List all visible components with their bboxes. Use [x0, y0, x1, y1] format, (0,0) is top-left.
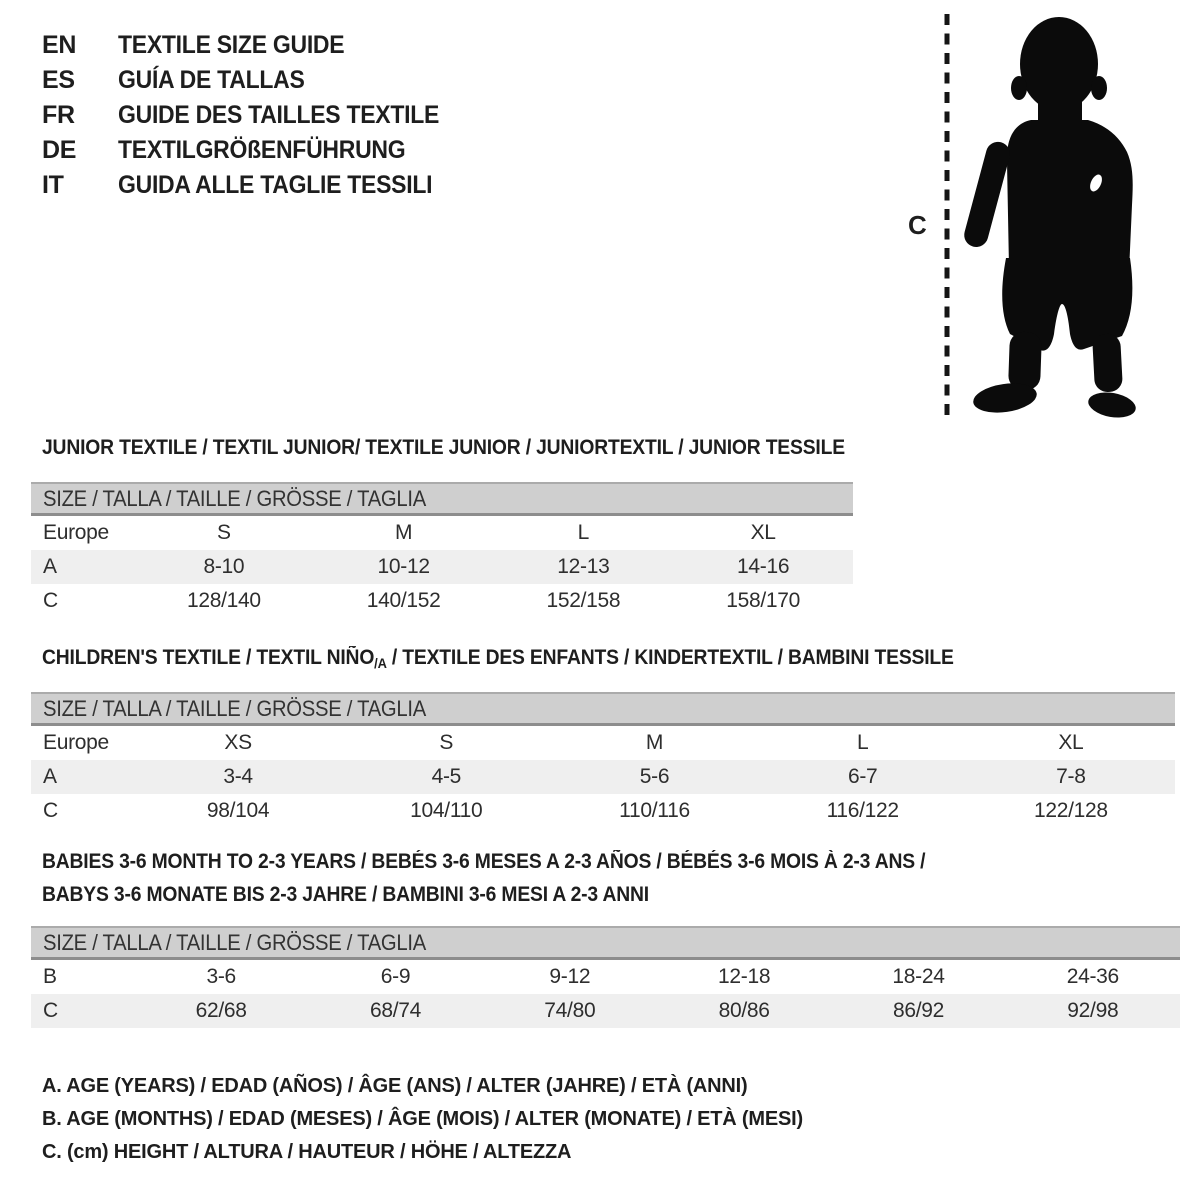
cell: 6-7	[847, 765, 878, 788]
lang-code-es: ES	[42, 66, 75, 94]
table-row	[31, 516, 853, 550]
cell: 74/80	[544, 999, 596, 1022]
children-size-header-text: SIZE / TALLA / TAILLE / GRÖSSE / TAGLIA	[43, 695, 426, 721]
row-label: C	[43, 589, 58, 612]
junior-section-title-text: JUNIOR TEXTILE / TEXTIL JUNIOR/ TEXTILE JUNIOR / JUNIORTEXTIL / JUNIOR TESSILE	[42, 436, 845, 459]
table-row	[31, 960, 1180, 994]
cell: 122/128	[1033, 799, 1108, 822]
table-row	[31, 794, 1175, 828]
baby-silhouette-icon	[962, 17, 1138, 421]
cell: 6-9	[380, 965, 411, 988]
cell: 12-13	[557, 555, 610, 578]
babies-size-table	[31, 926, 1180, 1028]
cell: M	[395, 521, 413, 544]
children-size-table	[31, 692, 1175, 828]
cell: 80/86	[718, 999, 770, 1022]
table-row	[31, 726, 1175, 760]
children-title-part2: / TEXTILE DES ENFANTS / KINDERTEXTIL / BAMBINI TESSILE	[386, 646, 954, 669]
junior-size-table	[31, 482, 853, 618]
lang-code-it: IT	[42, 171, 64, 199]
table-row	[31, 994, 1180, 1028]
cell: 116/122	[826, 799, 899, 822]
cell: XL	[1058, 731, 1084, 754]
cell: XL	[750, 521, 776, 544]
row-label: C	[43, 799, 58, 822]
junior-size-header-bar	[31, 482, 853, 516]
lang-title-es: GUÍA DE TALLAS	[118, 66, 305, 94]
children-section-title	[42, 641, 1033, 680]
row-label: A	[43, 555, 57, 578]
cell: 62/68	[195, 999, 247, 1022]
junior-size-header-text: SIZE / TALLA / TAILLE / GRÖSSE / TAGLIA	[43, 485, 426, 511]
babies-size-header-text: SIZE / TALLA / TAILLE / GRÖSSE / TAGLIA	[43, 929, 426, 955]
row-label: B	[43, 965, 57, 988]
legend-line-b: B. AGE (MONTHS) / EDAD (MESES) / ÂGE (MOIS) / ALTER (MONATE) / ETÀ (MESI)	[42, 1108, 803, 1130]
cell: L	[857, 731, 869, 754]
babies-title-line2: BABYS 3-6 MONATE BIS 2-3 JAHRE / BAMBINI 3-6 MESI A 2-3 ANNI	[42, 883, 649, 906]
cell: 158/170	[726, 589, 801, 612]
babies-section-title	[42, 845, 1002, 911]
children-title-part1: CHILDREN'S TEXTILE / TEXTIL NIÑO	[42, 646, 375, 669]
cell: 152/158	[546, 589, 621, 612]
cell: 92/98	[1067, 999, 1119, 1022]
cell: XS	[224, 731, 252, 754]
cell: 9-12	[549, 965, 591, 988]
legend-block	[42, 1070, 803, 1169]
cell: L	[577, 521, 590, 544]
cell: 8-10	[203, 555, 245, 578]
cell: 12-18	[718, 965, 771, 988]
cell: 98/104	[206, 799, 270, 822]
cell: S	[439, 731, 454, 754]
children-title-subscript: /A	[374, 655, 387, 671]
junior-section-title	[42, 431, 915, 464]
cell: 18-24	[892, 965, 945, 988]
legend-line-c: C. (cm) HEIGHT / ALTURA / HAUTEUR / HÖHE / ALTEZZA	[42, 1141, 572, 1163]
lang-row-es	[42, 63, 467, 98]
table-row	[31, 584, 853, 618]
lang-row-fr	[42, 98, 467, 133]
cell: 24-36	[1066, 965, 1119, 988]
cell: 104/110	[410, 799, 483, 822]
lang-row-de	[42, 133, 467, 168]
cell: 68/74	[369, 999, 422, 1022]
language-title-block	[42, 28, 467, 203]
row-label: C	[43, 999, 58, 1022]
row-label: Europe	[43, 731, 109, 754]
lang-row-en	[42, 28, 467, 63]
lang-title-it: GUIDA ALLE TAGLIE TESSILI	[118, 171, 433, 199]
height-label-c: C	[908, 210, 927, 240]
cell: 140/152	[366, 589, 441, 612]
row-label: A	[43, 765, 57, 788]
cell: 10-12	[377, 555, 430, 578]
cell: 86/92	[892, 999, 945, 1022]
babies-title-line1: BABIES 3-6 MONTH TO 2-3 YEARS / BEBÉS 3-6 MESES A 2-3 AÑOS / BÉBÉS 3-6 MOIS À 2-3 ANS /	[42, 850, 926, 873]
cell: 7-8	[1056, 765, 1086, 788]
table-row	[31, 550, 853, 584]
cell: 110/116	[619, 799, 690, 822]
lang-row-it	[42, 168, 467, 203]
cell: 4-5	[431, 765, 462, 788]
cell: M	[645, 731, 664, 754]
children-section-title-text	[42, 641, 954, 680]
row-label: Europe	[43, 521, 109, 544]
lang-code-fr: FR	[42, 101, 75, 129]
babies-size-header-bar	[31, 926, 1180, 960]
lang-code-en: EN	[42, 31, 77, 59]
cell: 5-6	[639, 765, 670, 788]
lang-title-en: TEXTILE SIZE GUIDE	[118, 31, 345, 59]
cell: S	[217, 521, 231, 544]
table-row	[31, 760, 1175, 794]
lang-title-de: TEXTILGRÖßENFÜHRUNG	[118, 136, 406, 164]
baby-figure	[900, 0, 1200, 430]
cell: 128/140	[186, 589, 261, 612]
lang-title-fr: GUIDE DES TAILLES TEXTILE	[118, 101, 440, 129]
children-size-header-bar	[31, 692, 1175, 726]
cell: 14-16	[737, 555, 790, 578]
cell: 3-6	[206, 965, 236, 988]
lang-code-de: DE	[42, 136, 77, 164]
cell: 3-4	[223, 765, 253, 788]
legend-line-a: A. AGE (YEARS) / EDAD (AÑOS) / ÂGE (ANS) / ALTER (JAHRE) / ETÀ (ANNI)	[42, 1075, 748, 1097]
